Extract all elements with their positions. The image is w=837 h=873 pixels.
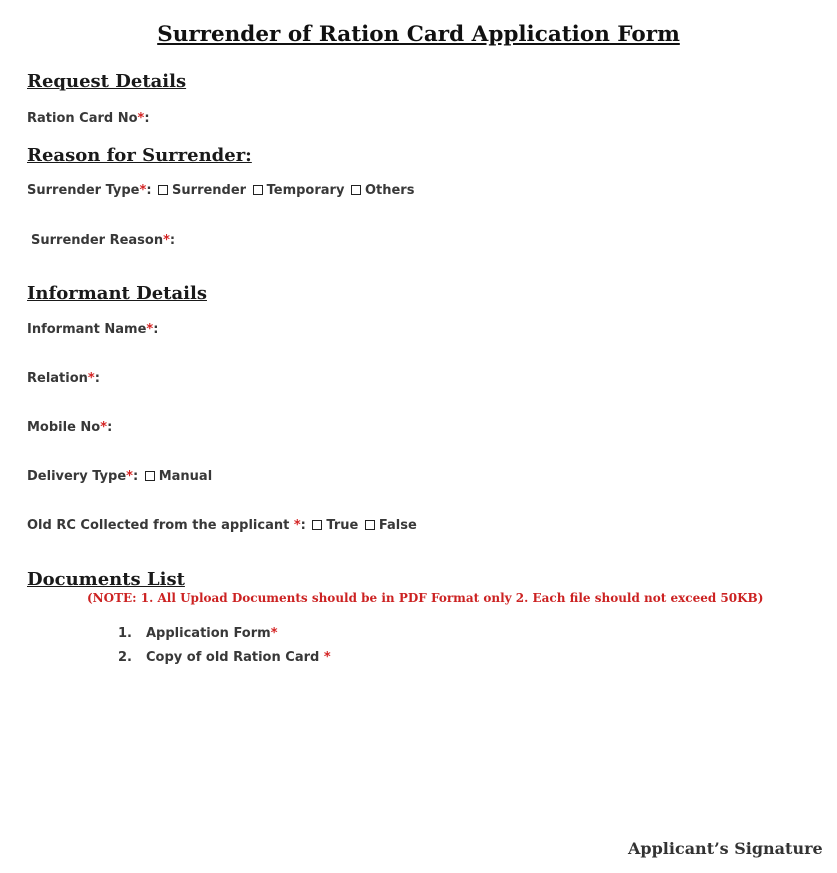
required-marker: * [323,650,331,665]
upload-note: (NOTE: 1. All Upload Documents should be in PDF Format only 2. Each file should not exceed 50KB) [87,591,764,605]
document-item-application-form: 1. Application Form* [118,626,278,641]
section-informant-details: Informant Details [27,283,207,304]
mobile-no-label: Mobile No*: [27,420,113,435]
relation-label: Relation*: [27,371,100,386]
required-marker: * [126,469,133,484]
option-true[interactable]: True [310,518,358,533]
ration-card-no-label: Ration Card No*: [27,111,150,126]
checkbox-icon[interactable] [145,471,155,481]
surrender-reason-label: Surrender Reason*: [31,233,176,248]
option-surrender[interactable]: Surrender [156,183,246,198]
option-manual[interactable]: Manual [143,469,212,484]
required-marker: * [139,183,147,198]
checkbox-icon[interactable] [312,520,322,530]
checkbox-icon[interactable] [158,185,168,195]
delivery-type-field: Delivery Type*: Manual [27,469,213,484]
required-marker: * [270,626,278,641]
section-reason-for-surrender: Reason for Surrender: [27,145,252,166]
old-rc-collected-field: Old RC Collected from the applicant *: True False [27,518,417,533]
required-marker: * [100,420,108,435]
informant-name-label: Informant Name*: [27,322,159,337]
checkbox-icon[interactable] [365,520,375,530]
checkbox-icon[interactable] [253,185,263,195]
surrender-type-field: Surrender Type*: Surrender Temporary Others [27,183,415,198]
page-title: Surrender of Ration Card Application Form [157,22,680,47]
required-marker: * [146,322,154,337]
applicant-signature-label: Applicant’s Signature [628,839,823,858]
required-marker: * [293,518,301,533]
required-marker: * [137,111,145,126]
section-request-details: Request Details [27,71,187,92]
option-others[interactable]: Others [349,183,415,198]
section-documents-list: Documents List [27,569,185,590]
option-false[interactable]: False [363,518,417,533]
required-marker: * [87,371,95,386]
document-item-old-ration-card: 2. Copy of old Ration Card * [118,650,331,665]
checkbox-icon[interactable] [351,185,361,195]
option-temporary[interactable]: Temporary [251,183,345,198]
required-marker: * [163,233,170,248]
